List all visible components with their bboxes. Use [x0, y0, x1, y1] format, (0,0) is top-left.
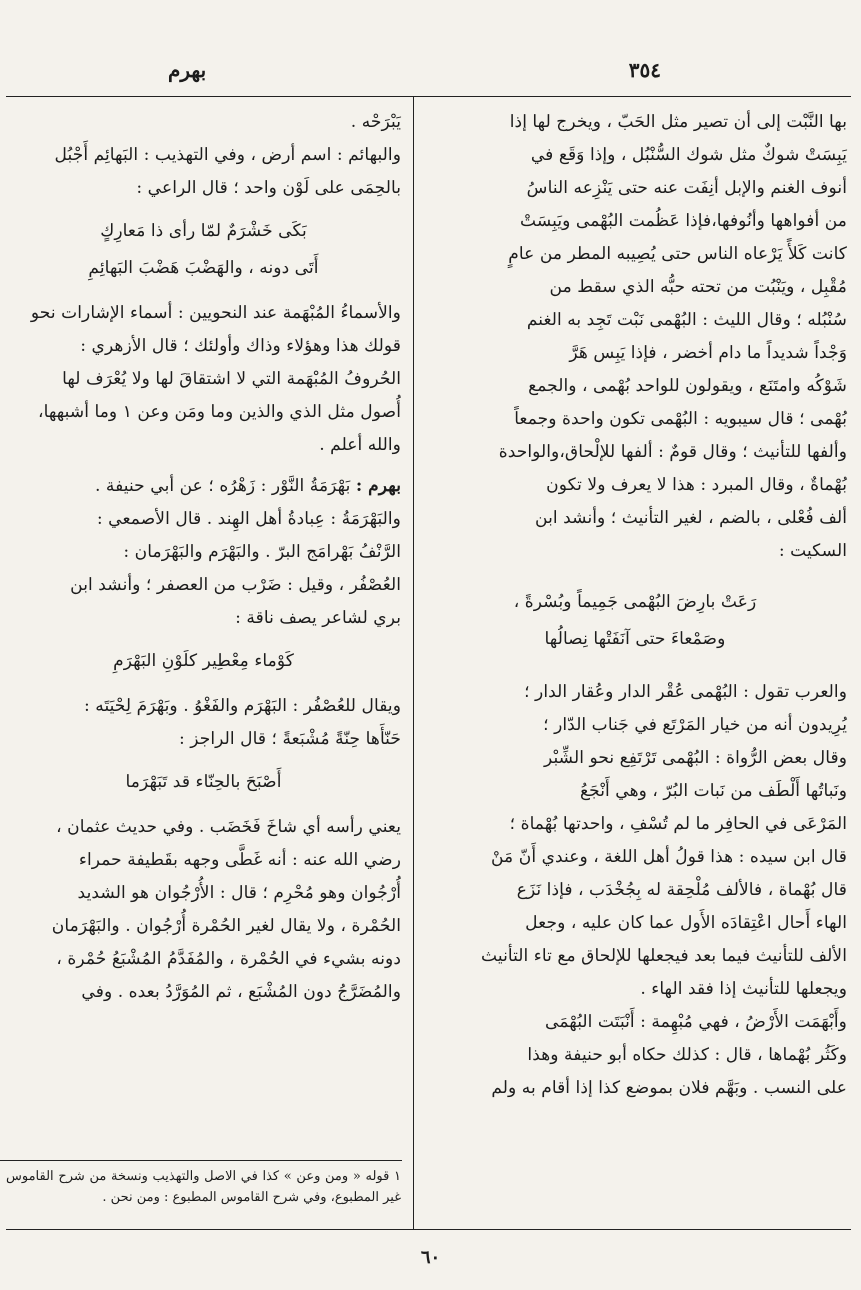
text-line: حَنّأَها حِنّةً مُشْبَعةً ؛ قال الراجز :: [179, 729, 401, 749]
text-line: والبَهْرَمَةُ : عِبادةُ أهل الهِند . قال الأصمعي :: [96, 509, 401, 529]
text-line: الحُمْرة ، ولا يقال لغير الحُمْرة أُرْجُوان . والبَهْرَمان: [51, 916, 401, 936]
text-line: والبهائم : اسم أرض ، وفي التهذيب : البَهائِم أَجْبُل: [54, 145, 401, 165]
text-line: بها النَّبْت إلى أن تصير مثل الحَبّ ، ويخرج لها إذا: [509, 112, 847, 132]
text-line: من أفواهها وأنُوفها،فإذا عَظُمت البُهْمى ويَبِسَتْ: [519, 211, 847, 231]
text-line: مُقْبِل ، ويَنْبُت من تحته حبُّه الذي سقط من: [549, 277, 847, 297]
text-line: أُرْجُوان وهو مُحْرِم ؛ قال : الأُرْجُوان هو الشديد: [77, 883, 401, 903]
verse-line: كَوْماء مِعْطِير كلَوْنِ البَهْرَمِ: [113, 651, 294, 671]
text-line: والله أعلم .: [319, 435, 401, 455]
column-divider: [413, 97, 414, 1229]
text-line: الهاء أَحال اعْتِقادَه الأَول عما كان عليه ، وجعل: [525, 913, 847, 933]
text-line: يَبْرَحْه .: [350, 112, 401, 132]
text-line: بُهْماةٌ ، وقال المبرد : هذا لا يعرف ولا تكون: [546, 475, 847, 495]
verse-line: أَصْبَحَ بالحِنّاء قد تَبَهْرَما: [125, 772, 282, 792]
text-line: العُصْفُر ، وقيل : ضَرْب من العصفر ؛ وأنشد ابن: [70, 575, 401, 595]
left-column: [6, 106, 401, 1009]
page-number: ٦٠: [420, 1247, 441, 1268]
right-column: [423, 106, 847, 1105]
text-line: بُهْمى ؛ قال سيبويه : البُهْمى تكون واحدة وجمعاً: [514, 409, 847, 429]
text-line: وكَثُر بُهْماها ، قال : كذلك حكاه أبو حنيفة وهذا: [527, 1045, 847, 1065]
footnote: ١ قوله « ومن وعن » كذا في الاصل والتهذيب ونسخة من شرح القاموس غير المطبوع، وفي شرح القاموس المطبوع : ومن نحن .: [6, 1169, 401, 1205]
footnote-rule: [0, 1160, 402, 1161]
text-line: بري لشاعر يصف ناقة :: [235, 608, 401, 628]
text-line: يُرِيدون أنه من خيار المَرْتَع في جَناب الدّار ؛: [543, 715, 847, 735]
text-line: والمُضَرَّجُ دون المُشْبَع ، ثم المُوَرَّدُ بعده . وفي: [81, 982, 401, 1002]
text-line: ونَباتُها أَلْطَف من نَبات البُرّ ، وهي أَنْجَعُ: [580, 781, 847, 801]
text-line: المَرْعَى في الحافِر ما لم تُسْفِ ، واحدتها بُهْماة ؛: [509, 814, 847, 834]
text-line: قال بُهْماة ، فالألف مُلْحِقة له بِجُخْدَب ، فإذا نَزَع: [516, 880, 847, 900]
text-line: دونه بشيء في الحُمْرة ، والمُفَدَّمُ المُشْبَعُ حُمْرة ،: [56, 949, 401, 969]
text-line: ألف فُعْلى ، بالضم ، لغير التأنيث ؛ وأنشد ابن: [535, 508, 847, 528]
text-line: كانت كَلأً يَرْعاه الناس حتى يُصِيبه المطر من عامٍ: [508, 244, 847, 264]
text-line: يَبِسَتْ شوكٌ مثل شوك السُّنْبُل ، وإذا وَقَع في: [530, 145, 847, 165]
text-line: ويجعلها للتأنيث إذا فقد الهاء .: [640, 979, 847, 999]
text-line: سُنْبُله ؛ وقال الليث : البُهْمى نَبْت تَجِد به الغنم: [526, 310, 847, 330]
text-line: الحُروفُ المُبْهَمة التي لا اشتقاقَ لها ولا يُعْرَف لها: [62, 369, 401, 389]
text-line: أُصول مثل الذي والذين وما ومَن وعن ١ وما أشبهها،: [38, 402, 401, 422]
page-header-left: بهرم: [168, 58, 207, 82]
header-rule: [6, 96, 851, 97]
entry-headword: بهرم :: [355, 476, 401, 496]
text-line: السكيت :: [778, 541, 847, 561]
text-line: الألف للتأنيث فيما بعد فيجعلها للإلحاق مع تاء التأنيث: [481, 946, 847, 966]
text-line: يعني رأسه أي شاخَ فَخَضَب . وفي حديث عثمان ،: [56, 817, 401, 837]
text-line: وَجْداً شديداً ما دام أخضر ، فإذا يَبِس هَرَّ: [569, 343, 847, 363]
verse-line: أَتَى دونه ، والهَضْبَ هَضْبَ البَهائِمِ: [88, 258, 319, 278]
text-line: الرَّنْفُ بَهْرامَج البرّ . والبَهْرَم والبَهْرَمان :: [123, 542, 401, 562]
entry-first-line: [6, 470, 401, 503]
verse-line: رَعَتْ بارِضَ البُهْمى جَمِيماً وبُسْرةً ،: [513, 592, 757, 612]
text-line: بَهْرَمَةُ النَّوْر : زَهْرُه ؛ عن أبي حنيفة .: [94, 476, 351, 496]
text-line: على النسب . وبَهَّم فلان بموضع كذا إذا أقام به ولم: [491, 1078, 847, 1098]
text-line: بالحِمَى على لَوْن واحد ؛ قال الراعي :: [136, 178, 401, 198]
text-line: والعرب تقول : البُهْمى عُقْر الدار وعُقار الدار ؛: [524, 682, 847, 702]
text-line: ويقال للعُصْفُر : البَهْرَم والفَغْوُ . وبَهْرَمَ لِحْيَتَه :: [83, 696, 401, 716]
text-line: وقال بعض الرُّواة : البُهْمى تَرْتَفِع نحو الشِّبْر: [543, 748, 847, 768]
page-header-right: ٣٥٤: [628, 58, 661, 82]
text-line: قولك هذا وهؤلاء وذاك وأولئك ؛ قال الأزهري :: [80, 336, 401, 356]
text-line: أنوف الغنم والإبل أنِفَت عنه حتى يَنْزِعه الناسُ: [526, 178, 847, 198]
verse-line: بَكَى خَشْرَمٌ لمّا رأى ذا مَعارِكٍ: [100, 221, 307, 241]
text-line: شَوْكُه وامتَنَع ، ويقولون للواحد بُهْمى ، والجمع: [528, 376, 847, 396]
footer-rule: [6, 1229, 851, 1230]
text-line: وألفها للتأنيث ؛ وقال قومٌ : ألفها للإلْحاق،والواحدة: [498, 442, 847, 462]
text-line: وأَبْهَمَت الأَرْضُ ، فهي مُبْهِمة : أَنْبَتَت البُهْمَى: [545, 1012, 847, 1032]
text-line: قال ابن سيده : هذا قولُ أهل اللغة ، وعندي أَنّ مَنْ: [490, 847, 847, 867]
text-line: رضي الله عنه : أنه غَطَّى وجهه بقَطيفة حمراء: [78, 850, 401, 870]
verse-line: وصَمْعاءَ حتى آنَفَتْها نِصالُها: [544, 629, 726, 649]
text-line: والأسماءُ المُبْهَمة عند النحويين : أسماء الإشارات نحو: [30, 303, 401, 323]
